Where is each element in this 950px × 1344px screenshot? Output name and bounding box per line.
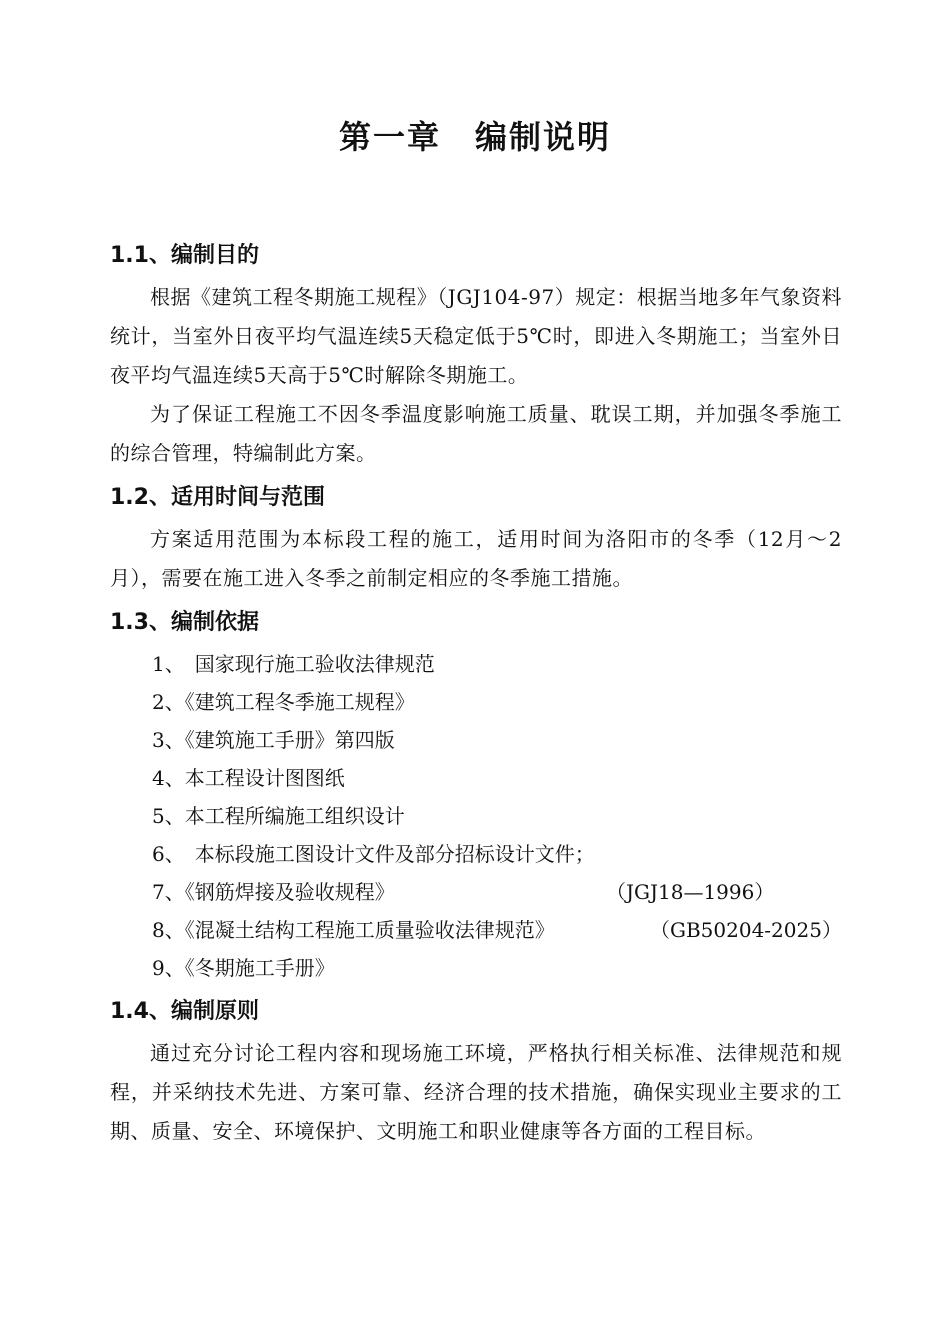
list-item [110, 683, 842, 721]
list-item [110, 759, 842, 797]
paragraph: 方案适用范围为本标段工程的施工，适用时间为洛阳市的冬季（12月～2月），需要在施工进入冬季之前制定相应的冬季施工措施。 [110, 527, 842, 590]
section-principles [110, 990, 842, 1151]
list-item-text: 1、 国家现行施工验收法律规范 [152, 652, 435, 676]
paragraph: 根据《建筑工程冬期施工规程》（JGJ104-97）规定：根据当地多年气象资料统计，当室外日夜平均气温连续5天稳定低于5℃时，即进入冬期施工；当室外日夜平均气温连续5天高于5℃时解除冬期施工。 [110, 285, 842, 387]
list-item [110, 873, 842, 911]
chapter-title: 第一章 编制说明 [338, 118, 611, 156]
list-item [110, 949, 842, 987]
list-item [110, 721, 842, 759]
list-item-text: 2、《建筑工程冬季施工规程》 [152, 690, 415, 714]
list-item-text: 8、《混凝土结构工程施工质量验收法律规范》 [152, 918, 555, 942]
list-item-text: 9、《冬期施工手册》 [152, 956, 335, 980]
section-heading: 1.2、适用时间与范围 [110, 485, 325, 510]
list-item [110, 645, 842, 683]
list-item-text: 7、《钢筋焊接及验收规程》 [152, 880, 395, 904]
section-heading: 1.3、编制依据 [110, 610, 259, 635]
list-item [110, 911, 842, 949]
list-item [110, 835, 842, 873]
list-item-text: 5、本工程所编施工组织设计 [152, 804, 405, 828]
section-scope [110, 476, 842, 598]
document-body [110, 234, 842, 1151]
basis-list [110, 645, 842, 987]
section-purpose [110, 234, 842, 473]
list-item-text: 6、 本标段施工图设计文件及部分招标设计文件； [152, 842, 595, 866]
list-item [110, 797, 842, 835]
paragraph: 通过充分讨论工程内容和现场施工环境，严格执行相关标准、法律规范和规程，并采纳技术先进、方案可靠、经济合理的技术措施，确保实现业主要求的工期、质量、安全、环境保护、文明施工和职业健康等各方面的工程目标。 [110, 1041, 842, 1143]
list-item-text: 4、本工程设计图图纸 [152, 766, 345, 790]
section-heading: 1.4、编制原则 [110, 999, 259, 1024]
standard-code: （JGJ18—1996） [606, 880, 775, 904]
section-heading: 1.1、编制目的 [110, 243, 259, 268]
standard-code: （GB50204-2025） [650, 918, 842, 942]
paragraph: 为了保证工程施工不因冬季温度影响施工质量、耽误工期，并加强冬季施工的综合管理，特编制此方案。 [110, 402, 842, 465]
section-basis [110, 601, 842, 987]
list-item-text: 3、《建筑施工手册》第四版 [152, 728, 395, 752]
